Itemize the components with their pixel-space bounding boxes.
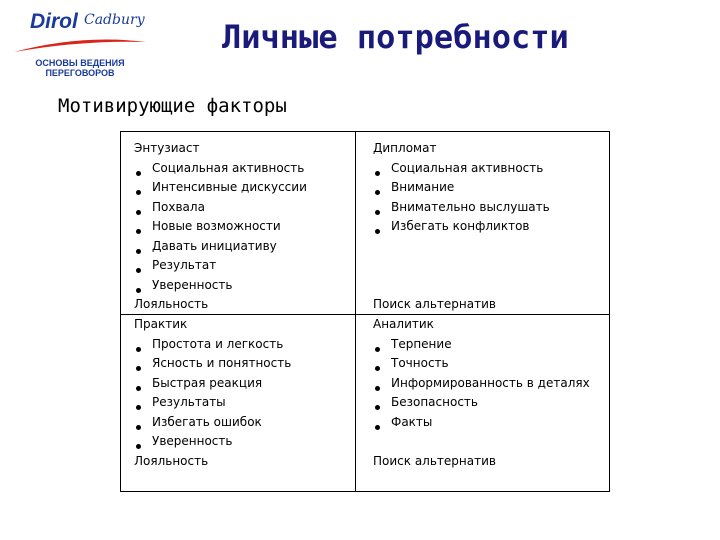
logo-tagline-line1: ОСНОВЫ ВЕДЕНИЯ xyxy=(35,58,125,68)
quadrant-enthusiast xyxy=(134,139,307,315)
logo-tagline xyxy=(10,58,150,78)
list-item: Избегать ошибок xyxy=(134,413,291,433)
list-item: Уверенность xyxy=(134,276,307,296)
logo-brand-text: Dirol xyxy=(30,10,78,33)
quadrant-analyst xyxy=(373,315,590,471)
list-item: Внимательно выслушать xyxy=(373,198,550,218)
list-item: Терпение xyxy=(373,335,590,355)
list-item: Безопасность xyxy=(373,393,590,413)
quadrant-diplomat xyxy=(373,139,550,315)
list-item: Быстрая реакция xyxy=(134,374,291,394)
list-item: Результат xyxy=(134,256,307,276)
page-title: Личные потребности xyxy=(222,18,569,56)
quadrant-heading: Дипломат xyxy=(373,141,437,155)
list-item: Простота и легкость xyxy=(134,335,291,355)
list-item: Интенсивные дискуссии xyxy=(134,178,307,198)
list-item: Избегать конфликтов xyxy=(373,217,550,237)
quadrant-heading: Аналитик xyxy=(373,317,434,331)
spacer xyxy=(373,237,550,296)
list-item: Социальная активность xyxy=(373,159,550,179)
list-item: Точность xyxy=(373,354,590,374)
logo-tagline-line2: ПЕРЕГОВОРОВ xyxy=(45,68,115,78)
company-logo xyxy=(10,8,150,88)
quadrant-footer: Поиск альтернатив xyxy=(373,297,496,311)
grid-vertical-divider xyxy=(355,132,356,491)
list-item: Факты xyxy=(373,413,590,433)
logo-brand2-text: Cadbury xyxy=(84,12,145,28)
list-item: Информированность в деталях xyxy=(373,374,590,394)
list-item: Новые возможности xyxy=(134,217,307,237)
list-item: Давать инициативу xyxy=(134,237,307,257)
list-item: Уверенность xyxy=(134,432,291,452)
spacer xyxy=(373,432,590,452)
motivation-grid xyxy=(120,131,610,492)
list-item: Похвала xyxy=(134,198,307,218)
list-item: Социальная активность xyxy=(134,159,307,179)
quadrant-practitioner xyxy=(134,315,291,471)
list-item: Внимание xyxy=(373,178,550,198)
logo-swoosh-icon xyxy=(12,36,148,56)
quadrant-heading: Практик xyxy=(134,317,188,331)
quadrant-footer: Лояльность xyxy=(134,453,209,468)
quadrant-footer: Лояльность xyxy=(134,297,209,311)
quadrant-heading: Энтузиаст xyxy=(134,141,200,155)
list-item: Результаты xyxy=(134,393,291,413)
list-item: Ясность и понятность xyxy=(134,354,291,374)
quadrant-footer: Поиск альтернатив xyxy=(373,453,496,468)
page-subtitle: Мотивирующие факторы xyxy=(58,95,287,117)
